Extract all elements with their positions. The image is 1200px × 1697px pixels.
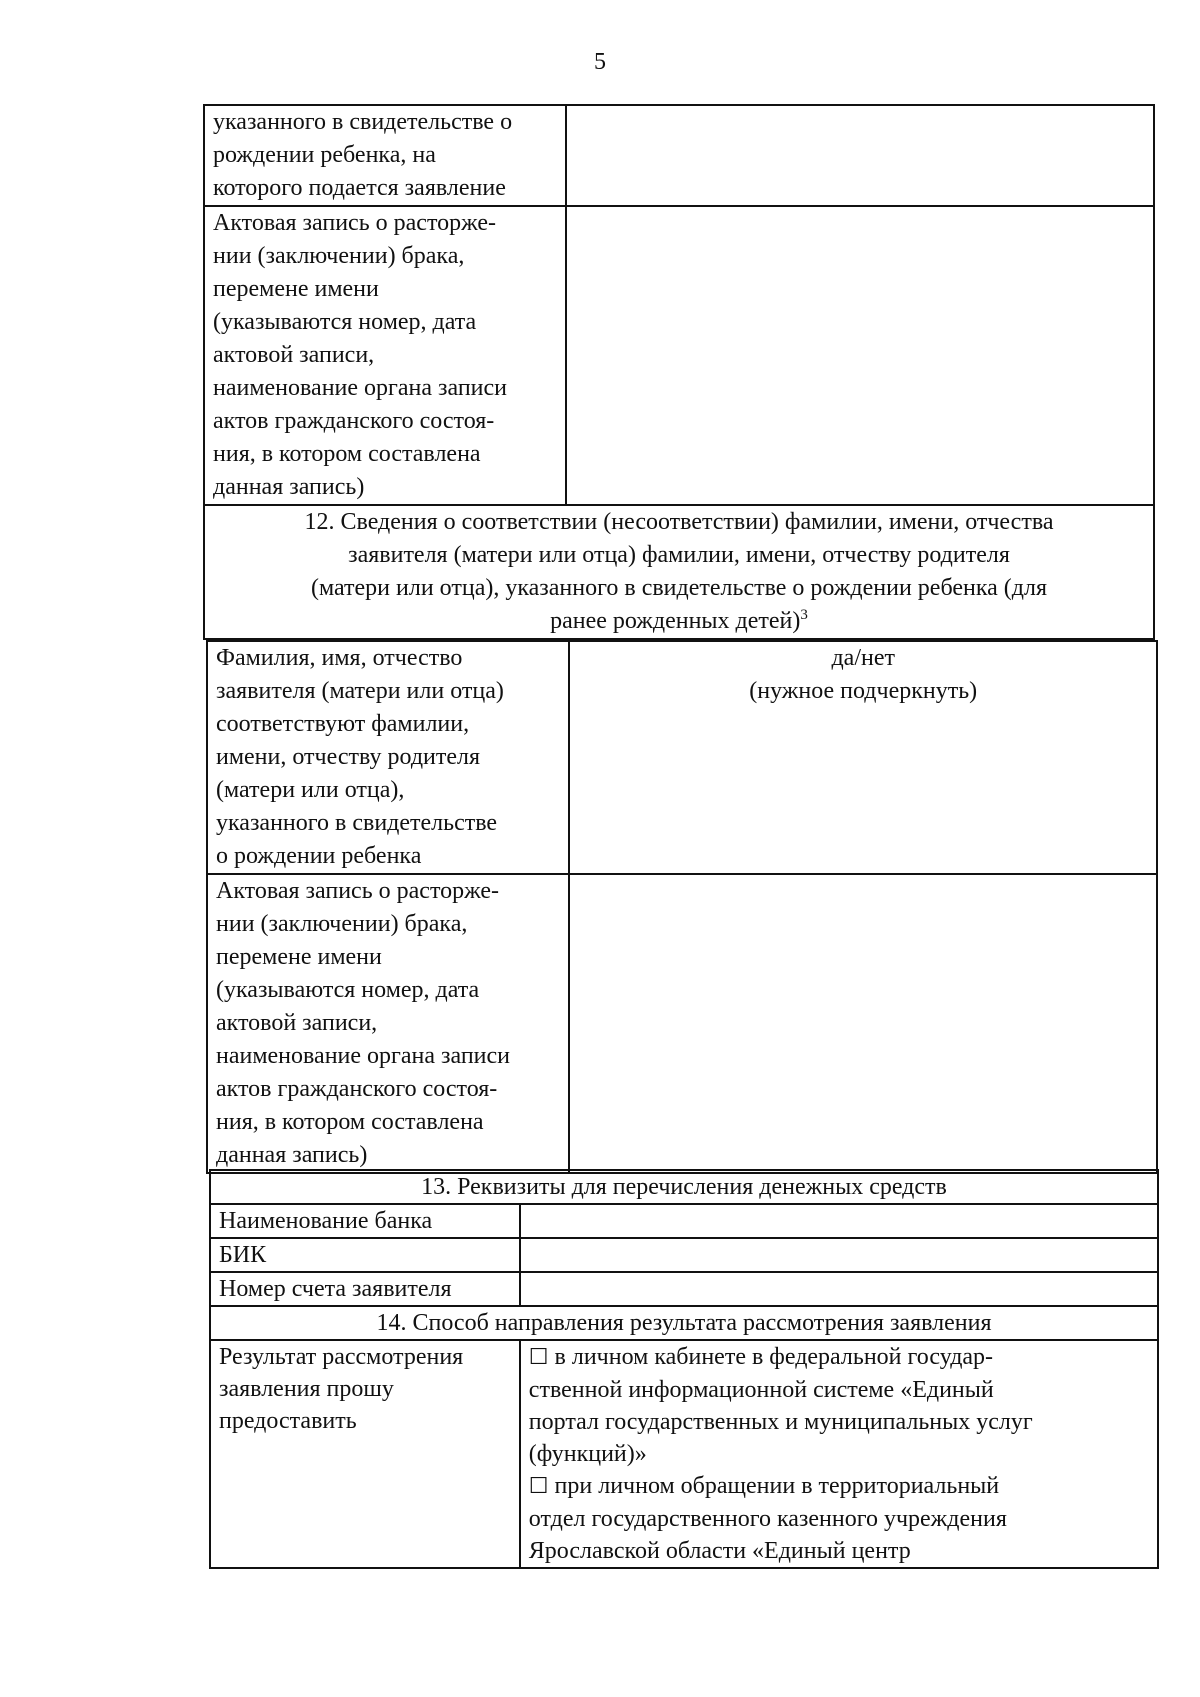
yes-no-option[interactable]: да/нет	[831, 645, 895, 671]
table-row	[207, 874, 1157, 1173]
bank-name-label: Наименование банка	[210, 1204, 520, 1238]
result-delivery-options-cell: ☐ в личном кабинете в федеральной государ- ственной информационной системе «Единый портал государственных и муниципальных услуг (функций)» ☐ при личном обращении в территориальный отдел государственного казенного учреждения Ярославской области «Единый центр	[520, 1340, 1158, 1568]
table-row	[210, 1204, 1158, 1238]
section-12-header: 12. Сведения о соответствии (несоответствии) фамилии, имени, отчества заявителя (матери или отца) фамилии, имени, отчеству родителя (матери или отца), указанного в свидетельстве о рождении ребенка (для ранее рожденных детей)$^3$	[204, 505, 1154, 639]
marriage-record-value-cell[interactable]	[569, 874, 1157, 1173]
name-match-answer-cell[interactable]	[569, 641, 1157, 874]
checkbox-portal[interactable]: ☐	[528, 1345, 549, 1370]
underline-hint: (нужное подчеркнуть)	[749, 678, 978, 704]
bik-field[interactable]	[520, 1238, 1158, 1272]
table-row	[204, 206, 1154, 505]
section-14-header: 14. Способ направления результата рассмотрения заявления	[210, 1306, 1158, 1340]
checkbox-in-person[interactable]: ☐	[528, 1474, 549, 1499]
result-delivery-label-cell: Результат рассмотрения заявления прошу предоставить	[210, 1340, 520, 1568]
footnote-mark: 3	[800, 607, 808, 623]
section-14-header-row	[210, 1306, 1158, 1340]
marriage-record-value-cell[interactable]	[566, 206, 1154, 505]
table-row	[207, 641, 1157, 874]
section-13-header-row	[210, 1170, 1158, 1204]
birth-certificate-label-cell: указанного в свидетельстве о рождении ребенка, на которого подается заявление	[204, 105, 566, 206]
section-12-table	[206, 640, 1158, 1174]
bank-name-field[interactable]	[520, 1204, 1158, 1238]
sections-13-14-table	[209, 1169, 1159, 1569]
account-number-label: Номер счета заявителя	[210, 1272, 520, 1306]
child-record-table	[203, 104, 1155, 640]
section-12-header-row	[204, 505, 1154, 639]
delivery-option-in-person[interactable]: ☐ при личном обращении в территориальный	[528, 1473, 1000, 1499]
marriage-record-label-cell: Актовая запись о расторже- нии (заключении) брака, перемене имени (указываются номер, дата актовой записи, наименование органа записи актов гражданского состоя- ния, в котором составлена данная запись)	[204, 206, 566, 505]
marriage-record-label-cell: Актовая запись о расторже- нии (заключении) брака, перемене имени (указываются номер, дата актовой записи, наименование органа записи актов гражданского состоя- ния, в котором составлена данная запись)	[207, 874, 569, 1173]
bik-label: БИК	[210, 1238, 520, 1272]
page-number: 5	[594, 49, 606, 75]
table-row	[210, 1272, 1158, 1306]
section-13-header: 13. Реквизиты для перечисления денежных средств	[210, 1170, 1158, 1204]
delivery-option-portal[interactable]: ☐ в личном кабинете в федеральной государ-	[528, 1344, 994, 1370]
account-number-field[interactable]	[520, 1272, 1158, 1306]
name-match-label-cell: Фамилия, имя, отчество заявителя (матери или отца) соответствуют фамилии, имени, отчеству родителя (матери или отца), указанного в свидетельстве о рождении ребенка	[207, 641, 569, 874]
table-row	[210, 1340, 1158, 1568]
table-row	[210, 1238, 1158, 1272]
table-row	[204, 105, 1154, 206]
birth-certificate-value-cell[interactable]	[566, 105, 1154, 206]
